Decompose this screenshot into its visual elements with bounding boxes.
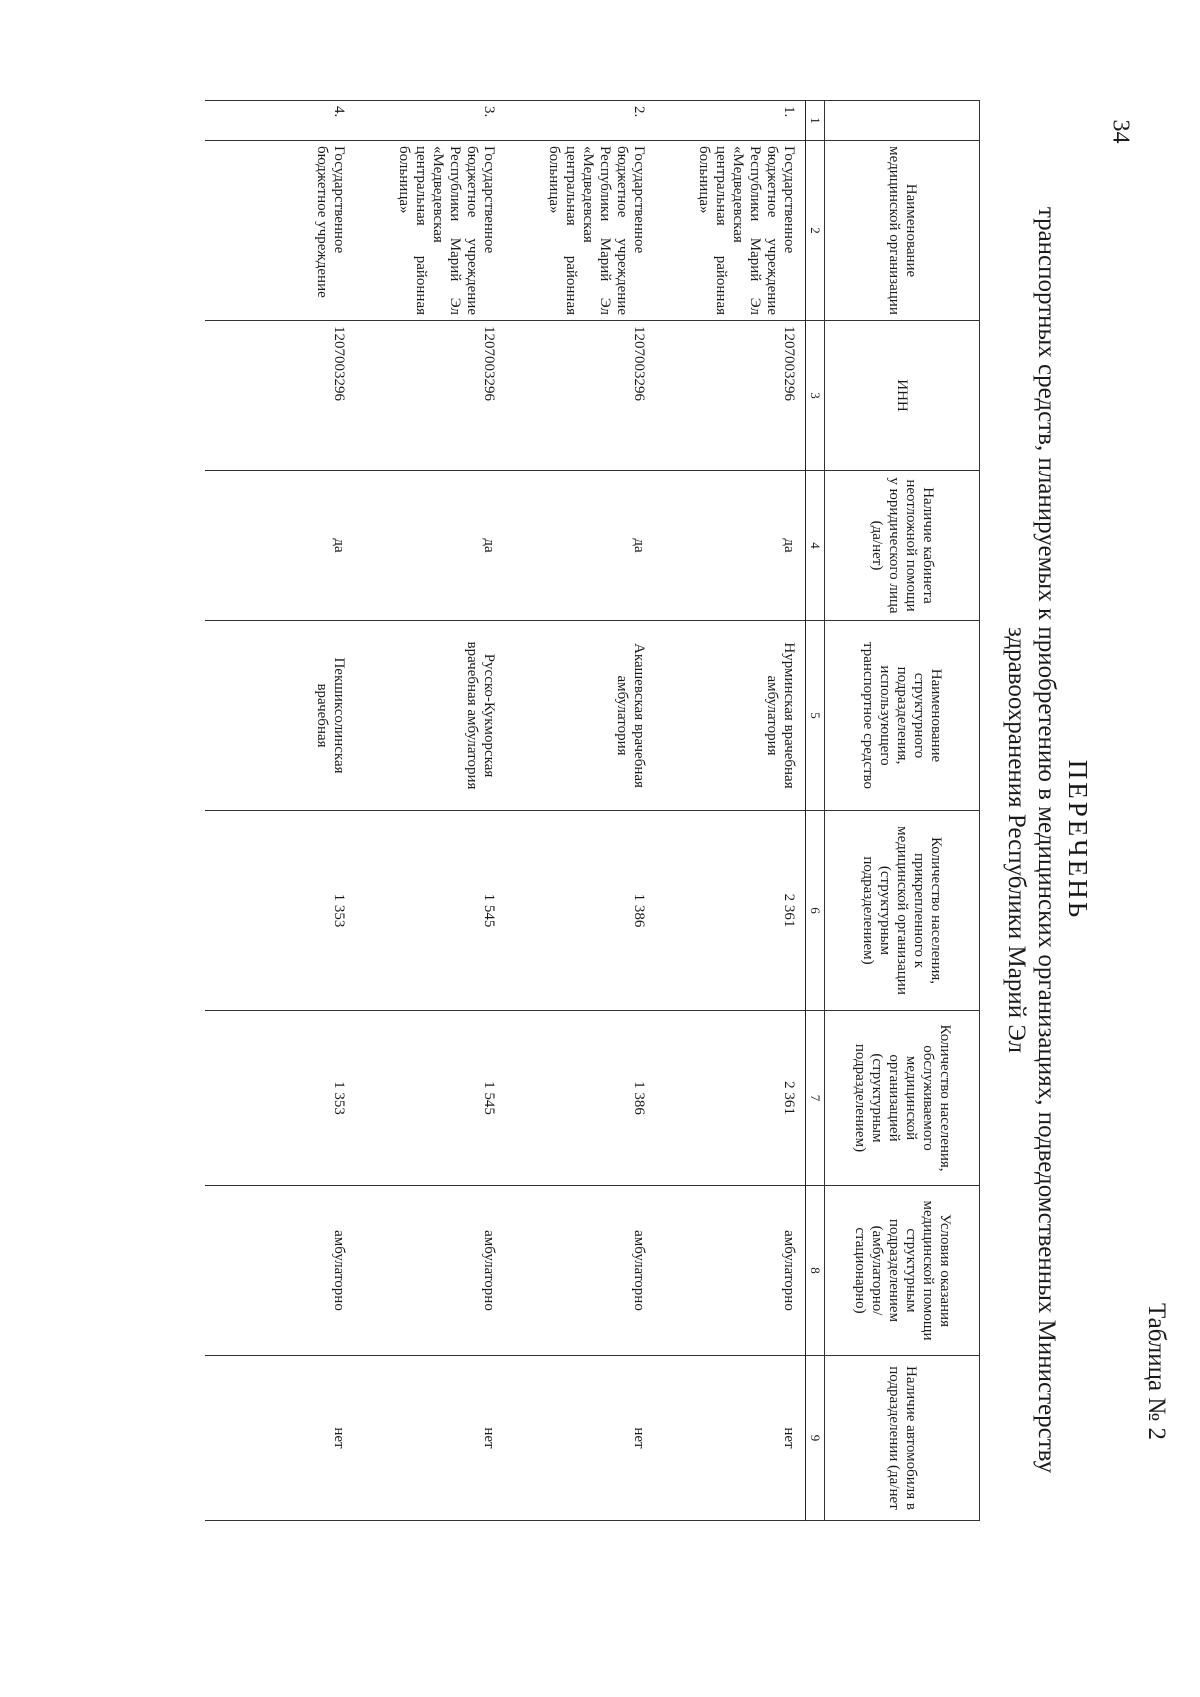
- served-population: 1 353: [206, 1011, 356, 1186]
- org-name: Государственное бюджетное учреждение Республики Марий Эл «Медведевская центральная районная больница»: [356, 141, 506, 321]
- col-header-car: Наличие автомобиля в подразделении (да/нет: [825, 1356, 980, 1521]
- served-population: 1 386: [506, 1011, 656, 1186]
- inn: 1207003296: [656, 321, 806, 471]
- urgent-room: да: [506, 471, 656, 621]
- row-number: 4.: [206, 101, 356, 141]
- col-number: 1: [806, 101, 825, 141]
- attached-population: 1 353: [206, 811, 356, 1011]
- unit-name: Акашевская врачебная амбулатория: [506, 621, 656, 811]
- car-available: нет: [206, 1356, 356, 1521]
- care-conditions: амбулаторно: [206, 1186, 356, 1356]
- col-header-attached: Количество населения, прикрепленного к медицинской организации (структурным подразделением): [825, 811, 980, 1011]
- col-header-inn: ИНН: [825, 321, 980, 471]
- col-number: 5: [806, 621, 825, 811]
- car-available: нет: [656, 1356, 806, 1521]
- col-number: 4: [806, 471, 825, 621]
- care-conditions: амбулаторно: [656, 1186, 806, 1356]
- title-block: [1001, 90, 1095, 1590]
- col-number: 6: [806, 811, 825, 1011]
- rotated-sheet: [180, 90, 1180, 1590]
- served-population: 1 545: [356, 1011, 506, 1186]
- urgent-room: да: [656, 471, 806, 621]
- row-number: 2.: [506, 101, 656, 141]
- attached-population: 2 361: [656, 811, 806, 1011]
- car-available: нет: [356, 1356, 506, 1521]
- attached-population: 1 545: [356, 811, 506, 1011]
- row-number: 3.: [356, 101, 506, 141]
- car-available: нет: [506, 1356, 656, 1521]
- col-header-conditions: Условия оказания медицинской помощи структурным подразделением (амбулаторно/стационарно): [825, 1186, 980, 1356]
- attached-population: 1 386: [506, 811, 656, 1011]
- care-conditions: амбулаторно: [506, 1186, 656, 1356]
- unit-name: Нурминская врачебная амбулатория: [656, 621, 806, 811]
- col-header-unit: Наименование структурного подразделения, использующего транспортное средство: [825, 621, 980, 811]
- urgent-room: да: [206, 471, 356, 621]
- page-number: 34: [1107, 119, 1134, 144]
- served-population: 2 361: [656, 1011, 806, 1186]
- col-header-urgent: Наличие кабинета неотложной помощи у юридического лица (да/нет): [825, 471, 980, 621]
- row-number: 1.: [656, 101, 806, 141]
- table-row: [206, 101, 356, 1521]
- col-header-1: [825, 101, 980, 141]
- col-number: 8: [806, 1186, 825, 1356]
- table-row: [506, 101, 656, 1521]
- org-name: Государственное бюджетное учреждение: [206, 141, 356, 321]
- care-conditions: амбулаторно: [356, 1186, 506, 1356]
- col-number: 3: [806, 321, 825, 471]
- header-row: [825, 101, 980, 1521]
- org-name: Государственное бюджетное учреждение Республики Марий Эл «Медведевская центральная районная больница»: [656, 141, 806, 321]
- unit-name: Русско-Кукморская врачебная амбулатория: [356, 621, 506, 811]
- document-subtitle: транспортных средств, планируемых к приобретению в медицинских организациях, подведомственных Министерству здравоохранения Республики Марий Эл: [1003, 206, 1060, 1474]
- col-number: 2: [806, 141, 825, 321]
- document-title: ПЕРЕЧЕНЬ: [1063, 759, 1093, 921]
- org-name: Государственное бюджетное учреждение Республики Марий Эл «Медведевская центральная районная больница»: [506, 141, 656, 321]
- col-header-org: Наименование медицинской организации: [825, 141, 980, 321]
- unit-name: Пекшиксолинская врачебная: [206, 621, 356, 811]
- table-row: [656, 101, 806, 1521]
- col-number: 7: [806, 1011, 825, 1186]
- inn: 1207003296: [356, 321, 506, 471]
- inn: 1207003296: [206, 321, 356, 471]
- col-header-served: Количество населения, обслуживаемого медицинской организацией (структурным подразделением): [825, 1011, 980, 1186]
- col-number: 9: [806, 1356, 825, 1521]
- urgent-room: да: [356, 471, 506, 621]
- column-number-row: [806, 101, 825, 1521]
- table-label: Таблица № 2: [1143, 1302, 1170, 1440]
- inn: 1207003296: [506, 321, 656, 471]
- transport-table: [206, 100, 981, 1521]
- table-row: [356, 101, 506, 1521]
